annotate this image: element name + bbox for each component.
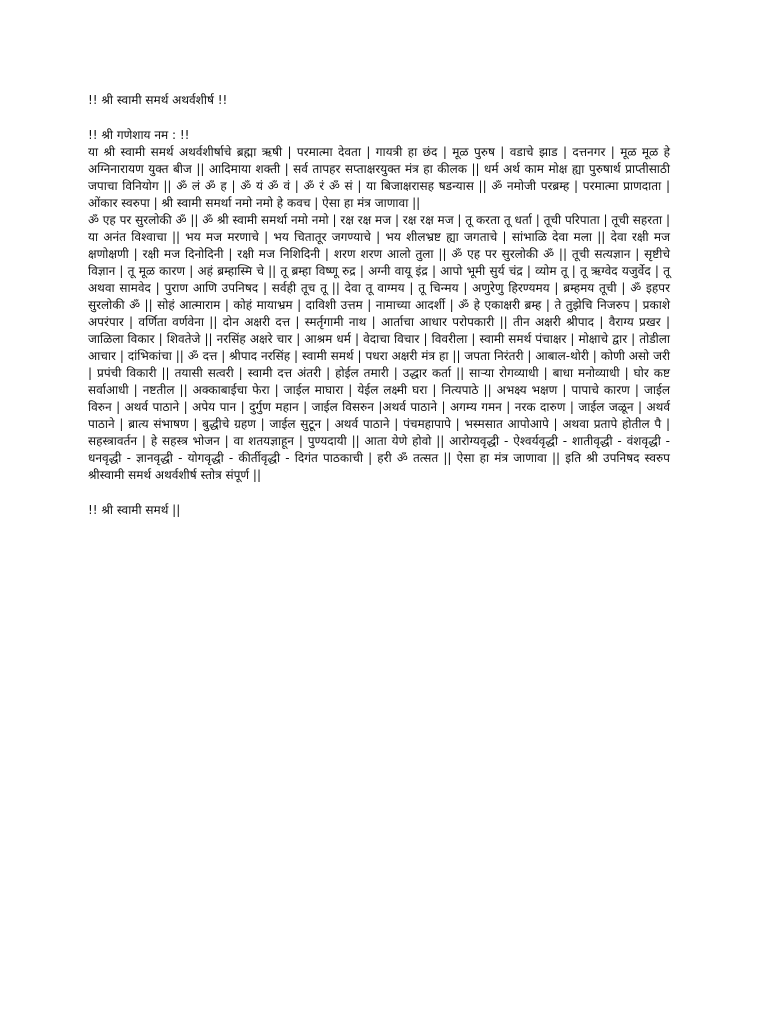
spacer bbox=[88, 109, 670, 127]
invocation-line: !! श्री गणेशाय नम : !! bbox=[88, 128, 190, 142]
document-title: !! श्री स्वामी समर्थ अथर्वशीर्ष !! bbox=[88, 93, 228, 107]
paragraph-main: ॐ एह पर सुरलोकी ॐ || ॐ श्री स्वामी समर्था नमो नमो | रक्ष रक्ष मज | रक्ष रक्ष मज | तू करता तू धर्ता | तूची परिपाता | तूची सहरता | या अनंत विश्वाचा || भय मज मरणाचे | भय चितातूर जगण्याचे | भय शीलभ्रष्ट ह्या जगताचे | सांभाळि देवा मला || देवा रक्षी मज क्षणोक्षणी | रक्षी मज दिनोदिनी | रक्षी मज निशिदिनी | शरण शरण आलो तुला || ॐ एह पर सुरलोकी ॐ || तूची सत्यज्ञान | सृष्टीचे विज्ञान | तू मूळ कारण | अहं ब्रम्हास्मि चे || तू ब्रम्हा विष्णू रुद्र | अग्नी वायू इंद्र | आपो भूमी सुर्य चंद्र | व्योम तू | तू ऋग्वेद यजुर्वेद | तू अथवा सामवेद | पुराण आणि उपनिषद | सर्वही तूच तू || देवा तू वाग्मय | तू चिन्मय | अणुरेणु हिरण्यमय | ब्रम्हमय तूची | ॐ इहपर सुरलोकी ॐ || सोहं आत्माराम | कोहं मायाभ्रम | दाविशी उत्तम | नामाच्या आदर्शी | ॐ हे एकाक्षरी ब्रम्ह | ते तुझेचि निजरुप | प्रकाशे अपरंपार | वर्णिता वर्णवेना || दोन अक्षरी दत्त | स्मर्तृगामी नाथ | आर्ताचा आधार परोपकारी || तीन अक्षरी श्रीपाद | वैराग्य प्रखर | जाळिला विकार | शिवतेजे || नरसिंह अक्षरे चार | आश्रम धर्म | वेदाचा विचार | विवरीला | स्वामी समर्थ पंचाक्षर | मोक्षाचे द्वार | तोडीला आचार | दांभिकांचा || ॐ दत्त | श्रीपाद नरसिंह | स्वामी समर्थ | पधरा अक्षरी मंत्र हा || जपता निरंतरी | आबाल-थोरी | कोणी असो जरी | प्रपंची विकारी || तयासी सत्वरी | स्वामी दत्त अंतरी | होईल तमारी | उद्धार कर्ता || साऱ्या रोगव्याधी | बाधा मनोव्याधी | घोर कष्ट सर्वाआधी | नष्टतील || अक्काबाईचा फेरा | जाईल माघारा | येईल लक्ष्मी घरा | नित्यपाठे || अभक्ष्य भक्षण | पापाचे कारण | जाईल विरुन | अथर्व पाठाने | अपेय पान | दुर्गुण महान | जाईल विसरुन |अथर्व पाठाने | अगम्य गमन | नरक दारुण | जाईल जळून | अथर्व पाठाने | ब्रात्य संभाषण | बुद्धीचे ग्रहण | जाईल सुटून | अथर्व पाठाने | पंचमहापापे | भस्मसात आपोआपे | अथवा प्रतापे होतील पै | सहस्त्रावर्तन | हे सहस्त्र भोजन | वा शतयज्ञाहून | पुण्यदायी || आता येणे होवो || आरोग्यवृद्धी - ऐश्वर्यवृद्धी - शातीवृद्धी - वंशवृद्धी - धनवृद्धी - ज्ञानवृद्धी - योगवृद्धी - कीर्तीवृद्धी - दिगंत पाठकाची | हरी ॐ तत्सत || ऐसा हा मंत्र जाणावा || इति श्री उपनिषद स्वरुप श्रीस्वामी समर्थ अथर्वशीर्ष स्तोत्र संपूर्ण || bbox=[88, 213, 670, 482]
spacer bbox=[88, 484, 670, 502]
document-page bbox=[88, 92, 670, 519]
closing-line: !! श्री स्वामी समर्थ || bbox=[88, 503, 181, 517]
paragraph-intro: या श्री स्वामी समर्थ अथर्वशीर्षाचे ब्रह्मा ऋषी | परमात्मा देवता | गायत्री हा छंद | मूळ पुरुष | वडाचे झाड | दत्तनगर | मूळ मूळ हे अग्निनारायण युक्त बीज || आदिमाया शक्ती | सर्व तापहर सप्ताक्षरयुक्त मंत्र हा कीलक || धर्म अर्थ काम मोक्ष ह्या पुरुषार्थ प्राप्तीसाठी जपाचा विनियोग || ॐ लं ॐ ह | ॐ यं ॐ वं | ॐ रं ॐ सं | या बिजाक्षरासह षडन्यास || ॐ नमोजी परब्रम्ह | परमात्मा प्राणदाता | ओंकार स्वरुपा | श्री स्वामी समर्था नमो नमो हे कवच | ऐसा हा मंत्र जाणावा || bbox=[88, 145, 670, 210]
